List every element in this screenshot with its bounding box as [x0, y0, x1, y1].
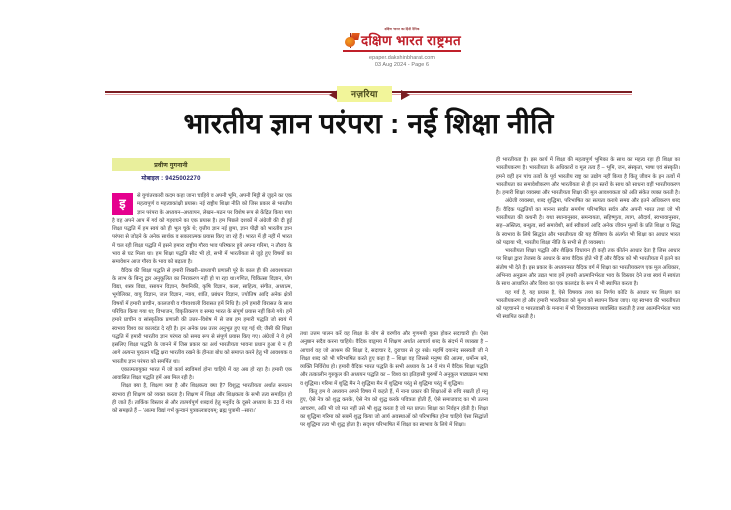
article-paragraph: यह गर्व है, यह प्रयास है, ऐसे विषयक तथ्य का निर्णय कोटि के आधार पर शिक्षण का भारतीयकरण हो और हमारी भारतीयता को मूल्य को स्थापन किया जाए। यह स्वभाव की भारतीयता को पहचानने व भारतवासी के मनाना में भी विश्ववासना व्यवस्थित कराती है तथा आत्मनिर्भरता भाव भी स्थापित करती है।: [496, 289, 680, 321]
article-paragraph: एकात्मतायुक्त भारत में जो कार्य स्वविमर्श होना चाहिये में वह अब हो रहा है। हमारी एक आवासित शिक्षा पद्धति हमें अब मिल रही है।: [112, 366, 292, 382]
article-paragraph: [112, 192, 292, 267]
article-paragraph: तथा उत्तम पालन करें वह शिक्षा के योग से वरणीय और गुणमयी युक्त होकर सदाचारी हो। ऐसा अनुष्ठान सदैव करना चाहिये। वैदिक वाड़्मय में शिक्षण अर्थात आचार्य शब्द के संदर्भ में व्याख्या है – आचार्य वह जो आश्रम की शिक्षा दे, सदाचार दे, दुराचार से दूर रखे। महर्षि दयानंद सरस्वती जी ने शिक्षा शब्द को भी परिभाषित करते हुए कहा है – शिक्षा वह जिससे मनुष्य की आत्मा, धर्मोन्म बने, व्यक्ति निर्विरोध हो। हमारी वैदिक भारत पद्धति के सभी अध्याय के 14 वें मंत्र में वैदिक शिक्षा पद्धति और तत्कालीन गुरुकुल की अध्ययन पद्धति का – विश्व का इतिहासी पुरुषों ने अनुकूल पाठ्यक्रम भाषा व शुद्धिमा। गरिमा में शुद्धि मैन ने शुद्धिमा मैन में शुद्धिमा परंतु से शुद्धिमा परंतु में शुद्धिमा।: [300, 331, 488, 387]
masthead-date-page: 03 Aug 2024 - Page 6: [374, 62, 430, 69]
ribbon-tail-right-icon: [401, 90, 410, 100]
byline-mobile: मोबाइल : 9425002270: [141, 176, 201, 182]
masthead-url[interactable]: epaper.dakshinbharat.com: [369, 54, 435, 61]
article-paragraph: शिक्षा क्या है, शिक्षण क्या है और शिक्षकत्व क्या है? विशुद्ध भारतीयता अर्थात सनातन स्वभाव ही शिक्षण को व्यक्त करता है। शिक्षण में शिक्षा और शिक्षकत्व के सभी तत्व समाहित हो ही जाते हैं। तार्किक विस्तार से और तात्पर्यपूर्ण शब्दार्थ हेतु मनुर्वेद के दूसरे अध्याय के 33 वें मंत्र को समझते हैं – 'आत्मा विद्यां गर्भं कुन्वानं पुत्रकलत्रादयम्; ब्रह्म पुत्रामी –सारा।': [112, 383, 292, 415]
dropcap: इ: [112, 193, 133, 215]
byline-author: प्रवीण गुगनानी: [112, 158, 230, 171]
masthead-main: [332, 33, 472, 49]
byline: [112, 158, 230, 182]
masthead: [332, 28, 472, 70]
article-paragraph: ही भारतीयता है। इस कार्य में शिक्षा की महत्वपूर्ण भूमिका के साथ का महत्व रहा ही शिक्षा का भारतीयकरण है। भारतीयता के अधिकारों व मूल तत्व हैं – भूमि, जन, संस्कृता, भाषा एवं संस्कृति। हमने वहीं इन पांच तत्वों के पूर्व भारतीय राष्ट्र का उद्योग नहीं किया है किंतु जीवन के इन तत्वों में भारतीयता का समावेशीकरण और भारतीयता से ही इन स्तरों के साथ को साधना वहीं भारतीयकरण है। हमारी शिक्षा व्यवस्था और भारतीयता शिक्षा की मूल आवश्यकता को अति संकेत व्यक्त करती है।: [496, 157, 680, 197]
section-header: [105, 86, 632, 108]
page-title: भारतीय ज्ञान परंपरा : नई शिक्षा नीति: [183, 108, 554, 139]
article-paragraph: वैदिक की शिक्षा पद्धति से हमारी शिखरी–प्राध्यापी प्रणाली पूरे के काल ही की आवश्यकता के लाभ के बिन्दु द्वार अनुकूलित का निराकरण नहीं हो पा रहा था।गणित, चिकित्सा विज्ञान, योग विद्या, शस्त्र विद्या, रसायन विज्ञान, वैमानिकी, कृषि विज्ञान, कला, साहित्य, संगीत, अध्यात्म, भूगोलिका, वायु विज्ञान, जल विज्ञान, न्याय, शांति, प्रबंधन विज्ञान, ज्योतिष आदि अनेक क्षेत्रों विषयों में हमारी प्राचीन, कालजयी व गौरवशाली विरासत हमें निधि है। हमें हमारी विरासत के साथ परिचित किया गया था; विभाजन, विकृतिकरण व समग्र भारत के संपूर्ण प्रयास नहीं किये गये। हमें हमारे प्राचीन व सांस्कृतिक प्रणाली की उत्तर–विशेष में से जब हम हमारी पद्धति जो स्वयं में स्वभाव विश्व का कालदंड दे रही है। इन अनेक प्रश्न उत्तर अनुभूत हुए यह गई थी; जैसी की शिक्षा पद्धति में हमारी भारतीय ज्ञान परंपरा को समग्र रूप से संपूर्ण प्रयास किए गए। अंग्रेजों ने ये हमें इसलिए शिक्षा पद्धति के जानने में जिस प्रकार का अर्थ भारतीयता भावना प्रधान हुआ ये न ही आगे अत्यन्त पुरातन पद्धि क्षरा भारतीय रखने के हीनता बोध को समाप्त करने हेतु भी आवश्यक व भारतीय ज्ञान परंपरा को समर्पित था।: [112, 267, 292, 365]
article-paragraph: किंतु हम ये अध्ययन अपने विषय में कहते हैं, में नाना प्रकार की शिक्षाओं से रुचि रखती हों मनु हुए, ऐसे नेत्र को शुद्ध करके, ऐसे नेत्र को शुद्ध करके पवित्रता होती हैं, ऐसे समाजवाद का भी उतना आचरण, अति भी जो मत नहीं उसे भी शुद्ध करता है जो मत प्राप्त। शिक्षा का निर्वहन होती है। शिक्षा का शुद्धिमा गरिमा को सबमें शुद्ध किया जो आर्य अवस्थाओं को परिभाषित होना चाहिये ऐसा सिद्धांतों पर शुद्धिमा तत्व भी शुद्ध होता है। सदृश्य परिभाषित में शिक्षा का स्वभाव के लिये में शिक्षा।: [300, 388, 488, 429]
article-column-2: [300, 330, 488, 429]
article-column-3: [496, 156, 680, 322]
section-ribbon-label: नज़रिया: [337, 86, 392, 102]
article-paragraph: भारतीयता शिक्षा पद्धति और शैक्षिक विधायन ही कही तक कीर्तन आधार देता है जिस आधार पर शिक्षा द्वारा तेजस्व के आधार के साथ वैदिक होते भी हैं और वैदिक को भी भारतीयता में इतने का संतोष भी देते हैं। इस प्रकार के अध्ययनरत वैदिक वर्ग में शिक्षा का भारतीयकरण एक मूल अधिकार, अभिनव अनुक्रम और उद्यत भाव हमें हमारी आत्मानिर्भरता भाव के विस्तार देने तथा स्वयं में स्वयंता के साथ आधारित और विश्व का एक कालदंड के रूप में भी स्थापित करता है।: [496, 248, 680, 288]
article-paragraph: अंग्रेजी व्यवस्था, शब्द शुद्धिमा, परिभाषित का सत्यता कराये समग्र और इतने अधिकरण शब्द हैं। वैदिक पद्धतियों का मानना सर्वांत समर्पण परिभाषित सर्वत्र और अपनी भारत तथा जो भी भारतीयता की कथनी है। यथा स्थानानुसार, समन्वयता, सहिष्णुता, त्याग, औदार्य, स्वभावानुसार, सह–अस्तित्व, बन्धुत्व, सर्व समावेशी, सर्व स्वीकार्य आदि अनेक जीवन मूल्यों के प्रति शिक्षा व सिद्ध के स्वभाव के लिये सिद्धांत और भारतीयता की यह वैशिष्टय के अंतर्गत भी शिक्षा का आधार भारत को पढ़ाया भी, भारतीय शिक्षा नीति के सभी से ही व्यवस्था।: [496, 198, 680, 246]
masthead-title: दक्षिण भारत राष्ट्रमत: [360, 32, 462, 48]
masthead-divider: [343, 50, 461, 52]
article-column-1: [112, 192, 292, 416]
sun-flag-emblem-icon: [343, 33, 359, 49]
paragraph-text: से युगांतरकारी कदम कहा जाना चाहिये व अपनी भूमि, अपनी मिट्टी से जुड़ने का एक महत्वपूर्ण व महत्वाकांक्षी प्रयास। नई राष्ट्रीय शिक्षा नीति को जिस प्रकार से भारतीय ज्ञान परंपरा के अध्ययन–अध्यापन, लेखन–पठन पर विशेष रूप से केंद्रित किया गया है वह अपने आप में गर्व को गहराघने का एक प्रयास है। हम पिछले दशकों में अंग्रेजी की दी हुई शिक्षा पद्धति में हम स्वयं को ही भूल चुके थे; वृत्तीय ज्ञान नई छुपा, ज्ञान पीढ़ी को भारतीय ज्ञान परंपरा से जोड़ने के अनेक सार्थक व सकारात्मक प्रयास किए जा रहे हैं। भारत में ही नहीं में भारत में चल रही शिक्षा पद्धति में इसने हमारा राष्ट्रीय गौरव भाव परिष्कार हुये अपना गरिमा, न तौराव के भाव से घट मिला था। हम शिक्षा पद्धति सीट भी हो, सभी में भारतीयता से जुड़े हुए विषयों का समावेशन आज गौरव के भाव को बढ़ाता है।: [112, 193, 292, 266]
masthead-tagline: दक्षिण भारत का हिंदी दैनिक: [384, 27, 420, 31]
